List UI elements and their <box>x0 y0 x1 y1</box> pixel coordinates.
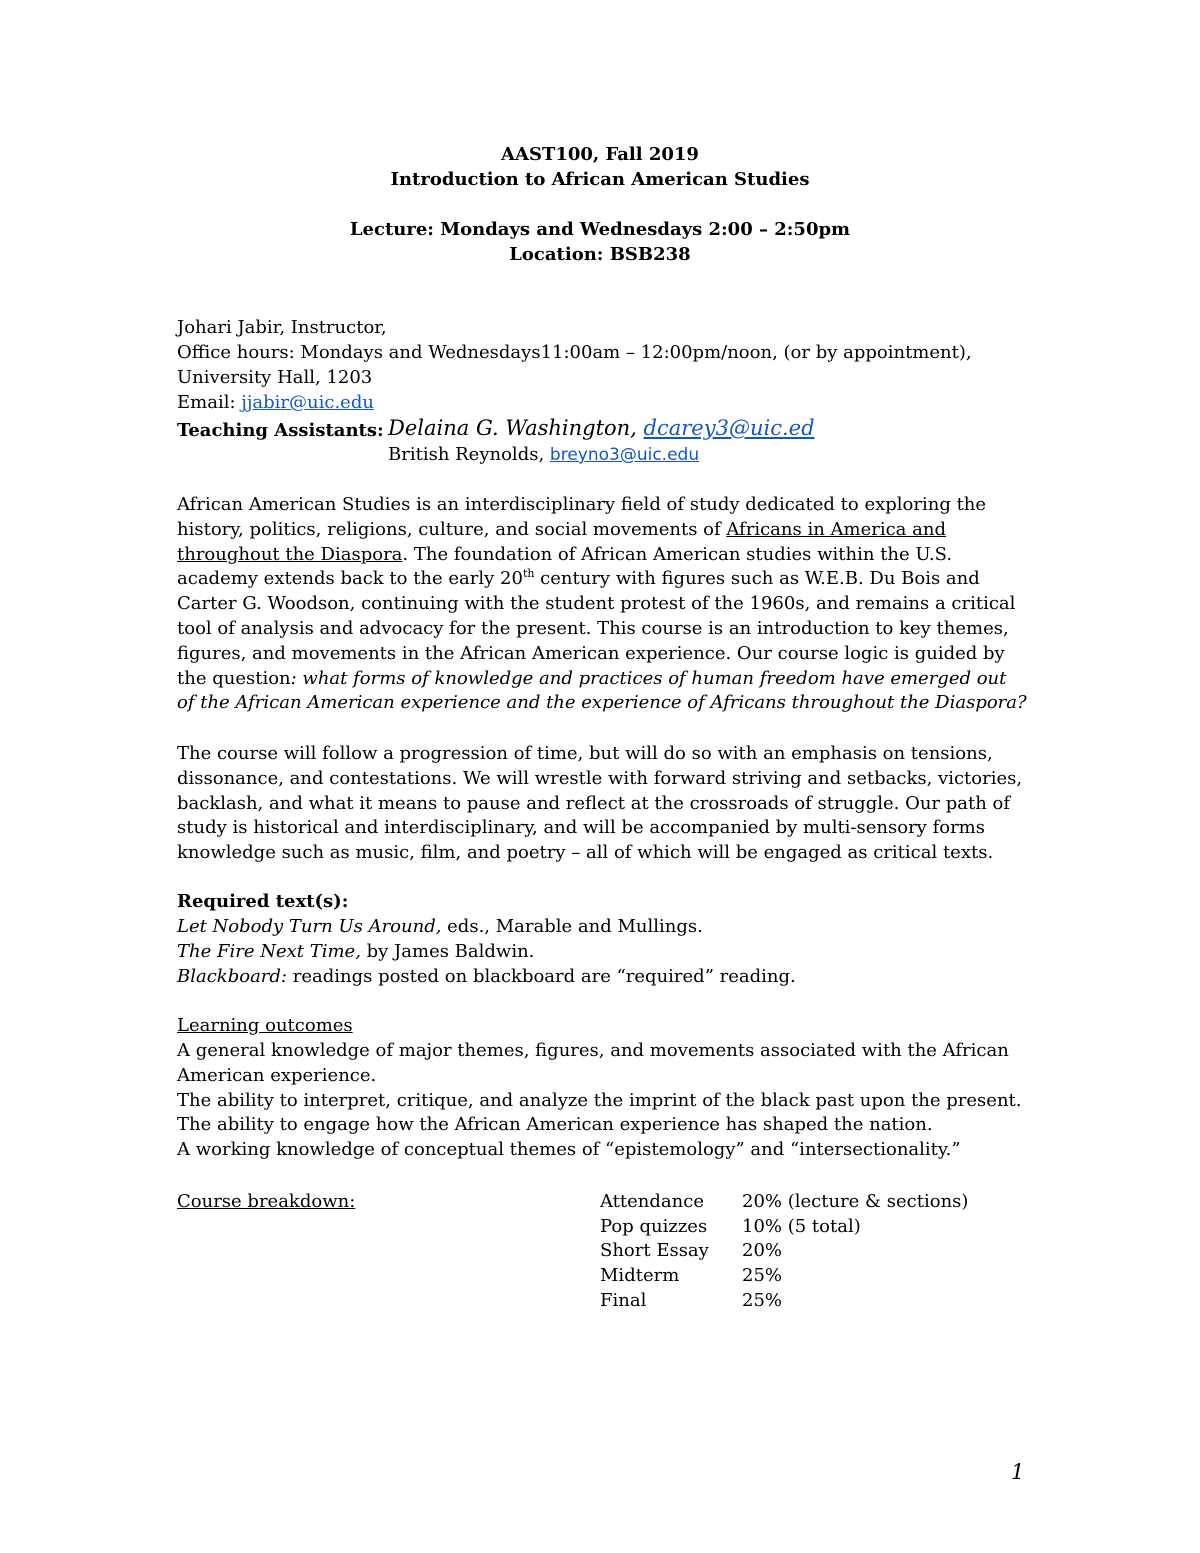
required-text-1 <box>177 916 703 937</box>
instructor-name: Johari Jabir, Instructor, <box>177 317 387 338</box>
required-text-3 <box>177 966 796 987</box>
superscript-th: th <box>522 567 535 581</box>
intro-text-b: . The foundation of African American studies within the U.S. academy extends back to the early 20 <box>177 543 953 590</box>
ta2-line <box>388 444 699 465</box>
breakdown-label: Midterm <box>600 1265 680 1286</box>
course-breakdown-heading: Course breakdown: <box>177 1191 356 1212</box>
learning-outcomes-heading: Learning outcomes <box>177 1015 353 1036</box>
text3-title: Blackboard: <box>177 966 287 987</box>
text1-details: eds., Marable and Mullings. <box>441 916 703 937</box>
intro-text-a: African American Studies is an interdisciplinary field of study dedicated to exploring the history, politics, religions, culture, and social movements of <box>177 494 987 540</box>
breakdown-value: 10% (5 total) <box>742 1216 861 1237</box>
text2-details: by James Baldwin. <box>360 941 535 962</box>
ta-label: Teaching Assistants: <box>177 420 384 441</box>
breakdown-value: 25% <box>742 1265 783 1286</box>
office-hours: Office hours: Mondays and Wednesdays11:00am – 12:00pm/noon, (or by appointment), <box>177 342 972 363</box>
breakdown-label: Short Essay <box>600 1240 709 1261</box>
email-label: Email: <box>177 392 242 413</box>
course-description-paragraph: The course will follow a progression of time, but will do so with an emphasis on tensions, dissonance, and contestations. We will wrestle with forward striving and setbacks, victories, backlash, and what it means to pause and reflect at the crossroads of struggle. Our path of study is historical and interdisciplinary, and will be accompanied by multi-sensory forms knowledge such as music, film, and poetry – all of which will be engaged as critical texts. <box>177 743 1023 864</box>
ta1-line <box>388 416 815 440</box>
outcome-2: The ability to interpret, critique, and analyze the imprint of the black past upon the present. <box>177 1090 1022 1111</box>
outcome-4: A working knowledge of conceptual themes of “epistemology” and “intersectionality.” <box>177 1139 961 1160</box>
intro-paragraph <box>177 493 1027 716</box>
required-text-2 <box>177 941 534 962</box>
outcome-1b: American experience. <box>177 1065 377 1086</box>
outcome-3: The ability to engage how the African American experience has shaped the nation. <box>177 1114 933 1135</box>
text3-details: readings posted on blackboard are “required” reading. <box>287 966 796 987</box>
breakdown-value: 20% (lecture & sections) <box>742 1191 969 1212</box>
breakdown-label: Pop quizzes <box>600 1216 708 1237</box>
course-code: AAST100, Fall 2019 <box>501 144 699 165</box>
intro-text-c: century with figures such as W.E.B. Du Bois and Carter G. Woodson, continuing with the student protest of the 1960s, and remains a critical tool of analysis and advocacy for the present. This course is an introduction to key themes, figures, and movements in the African American experience. Our course logic is guided by the question <box>177 568 1016 689</box>
course-title: Introduction to African American Studies <box>390 169 810 190</box>
breakdown-value: 25% <box>742 1290 783 1311</box>
ta1-email-link[interactable]: dcarey3@uic.ed <box>643 416 815 440</box>
lecture-location: Location: BSB238 <box>509 244 691 265</box>
ta2-email-link[interactable]: breyno3@uic.edu <box>549 445 700 465</box>
lecture-schedule: Lecture: Mondays and Wednesdays 2:00 – 2:50pm <box>349 219 851 240</box>
breakdown-label: Attendance <box>600 1191 704 1212</box>
text2-title: The Fire Next Time, <box>177 941 361 962</box>
office-location: University Hall, 1203 <box>177 367 373 388</box>
instructor-email-line <box>177 392 374 413</box>
ta1-name: Delaina G. Washington, <box>388 416 644 440</box>
required-texts-heading: Required text(s): <box>177 891 349 912</box>
diaspora-underlined: Africans in America and throughout the Diaspora <box>177 518 946 565</box>
ta2-name: British Reynolds, <box>388 444 550 465</box>
outcome-1a: A general knowledge of major themes, figures, and movements associated with the African <box>177 1040 1009 1061</box>
page-number: 1 <box>1011 1460 1025 1484</box>
instructor-email-link[interactable]: jjabir@uic.edu <box>241 392 374 413</box>
breakdown-value: 20% <box>742 1240 783 1261</box>
guiding-question: : what forms of knowledge and practices of human freedom have emerged out of the African American experience and the experience of Africans throughout the Diaspora? <box>177 667 1027 714</box>
text1-title: Let Nobody Turn Us Around, <box>177 916 442 937</box>
breakdown-label: Final <box>600 1290 647 1311</box>
